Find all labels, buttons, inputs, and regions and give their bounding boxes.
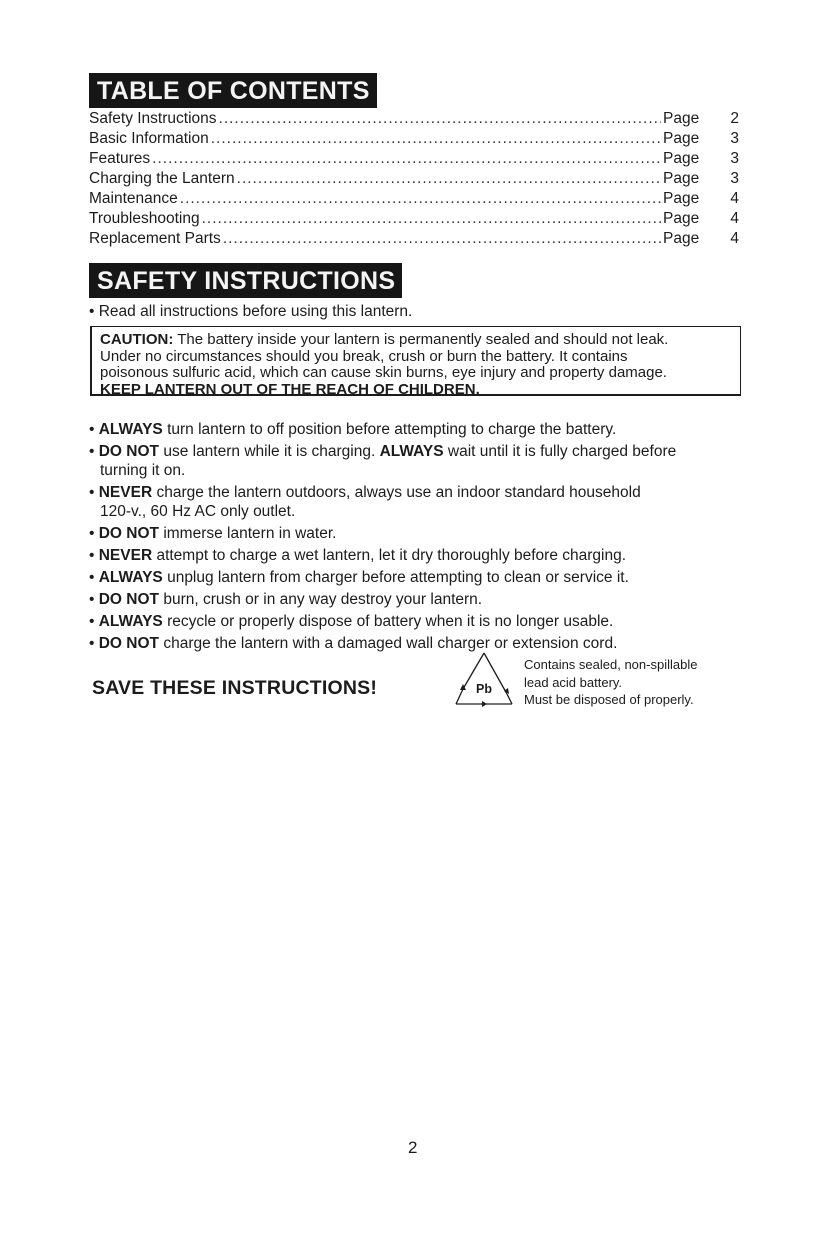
rule-text: burn, crush or in any way destroy your lantern.: [159, 591, 483, 608]
battery-note-line-3: Must be disposed of properly.: [524, 692, 694, 707]
safety-rule: • ALWAYS unplug lantern from charger before attempting to clean or service it.: [89, 569, 629, 586]
rule-text: charge the lantern outdoors, always use an indoor standard household: [152, 484, 641, 501]
toc-page-word: Page: [663, 230, 700, 247]
safety-rule: • ALWAYS recycle or properly dispose of battery when it is no longer usable.: [89, 613, 614, 630]
toc-entry-title: Charging the Lantern: [89, 170, 235, 187]
toc-entry[interactable]: [89, 109, 739, 129]
rule-text: unplug lantern from charger before attempting to clean or service it.: [162, 569, 629, 586]
rule-text: use lantern while it is charging.: [159, 443, 380, 460]
toc-entry-title: Basic Information: [89, 130, 209, 147]
toc-entry[interactable]: [89, 169, 739, 189]
toc-page-number: 2: [730, 110, 739, 127]
toc-entry-title: Maintenance: [89, 190, 178, 207]
caution-label: CAUTION:: [100, 331, 174, 348]
toc-entry-title: Features: [89, 150, 151, 167]
toc-page-word: Page: [663, 110, 700, 127]
rule-continuation: 120-v., 60 Hz AC only outlet.: [100, 503, 296, 520]
toc-heading: TABLE OF CONTENTS: [89, 73, 377, 108]
rule-continuation: turning it on.: [100, 462, 186, 479]
rule-keyword: NEVER: [98, 547, 153, 564]
toc-page-number: 4: [730, 210, 739, 227]
intro-text: • Read all instructions before using this lantern.: [89, 303, 413, 320]
safety-heading: SAFETY INSTRUCTIONS: [89, 263, 402, 298]
battery-note-line-1: Contains sealed, non-spillable: [524, 657, 698, 672]
safety-rule: • DO NOT use lantern while it is charging. ALWAYS wait until it is fully charged before turning it on.: [89, 442, 729, 480]
save-instructions-heading: SAVE THESE INSTRUCTIONS!: [92, 677, 378, 699]
rule-keyword: DO NOT: [98, 635, 160, 652]
toc-page-word: Page: [663, 190, 700, 207]
safety-rule: • NEVER charge the lantern outdoors, always use an indoor standard household 120-v., 60 Hz AC only outlet.: [89, 483, 729, 521]
battery-note-line-2: lead acid battery.: [524, 674, 623, 690]
battery-disposal-note: [524, 656, 697, 709]
toc-entry[interactable]: [89, 209, 739, 229]
rule-keyword: NEVER: [98, 484, 153, 501]
toc-leader-dots: [223, 229, 661, 249]
toc-page-number: 3: [730, 150, 739, 167]
rule-text: attempt to charge a wet lantern, let it dry thoroughly before charging.: [152, 547, 627, 564]
rule-text: immerse lantern in water.: [159, 525, 337, 542]
caution-text: The battery inside your lantern is permanently sealed and should not leak.: [173, 331, 669, 348]
rule-text: charge the lantern with a damaged wall charger or extension cord.: [159, 635, 618, 652]
toc-leader-dots: [202, 209, 661, 229]
toc-entry-title: Safety Instructions: [89, 110, 217, 127]
toc-page-word: Page: [663, 130, 700, 147]
toc-leader-dots: [211, 129, 661, 149]
toc-leader-dots: [152, 149, 661, 169]
rule-text: wait until it is fully charged before: [443, 443, 677, 460]
rule-keyword: DO NOT: [98, 443, 160, 460]
rule-keyword: ALWAYS: [98, 613, 163, 630]
toc-page-word: Page: [663, 150, 700, 167]
safety-rule: • DO NOT burn, crush or in any way destroy your lantern.: [89, 591, 483, 608]
toc-entry[interactable]: [89, 149, 739, 169]
toc-page-word: Page: [663, 210, 700, 227]
rule-keyword: ALWAYS: [98, 421, 163, 438]
toc-leader-dots: [237, 169, 661, 189]
caution-line-2: Under no circumstances should you break, crush or burn the battery. It contains: [100, 347, 628, 365]
caution-warning: KEEP LANTERN OUT OF THE REACH OF CHILDREN.: [100, 380, 480, 398]
toc-leader-dots: [219, 109, 661, 129]
caution-line-4: [100, 382, 740, 399]
rule-keyword: ALWAYS: [98, 569, 163, 586]
caution-line-3: poisonous sulfuric acid, which can cause skin burns, eye injury and property damage.: [100, 364, 667, 381]
toc-entry[interactable]: [89, 189, 739, 209]
safety-rules-list: [89, 420, 729, 656]
toc-leader-dots: [180, 189, 661, 209]
safety-rule: • NEVER attempt to charge a wet lantern, let it dry thoroughly before charging.: [89, 547, 627, 564]
caution-box: [90, 326, 741, 396]
toc-entry-title: Troubleshooting: [89, 210, 200, 227]
rule-keyword: DO NOT: [98, 525, 160, 542]
safety-rule: • DO NOT immerse lantern in water.: [89, 525, 337, 542]
safety-rule: • ALWAYS turn lantern to off position before attempting to charge the battery.: [89, 421, 617, 438]
toc-page-number: 3: [730, 170, 739, 187]
rule-text: turn lantern to off position before attempting to charge the battery.: [162, 421, 617, 438]
pb-recycle-triangle-icon: [452, 650, 516, 710]
toc-list: [89, 109, 739, 249]
page-number: 2: [408, 1138, 418, 1157]
caution-line-1: [100, 332, 740, 349]
rule-text: recycle or properly dispose of battery when it is no longer usable.: [162, 613, 614, 630]
rule-keyword: DO NOT: [98, 591, 160, 608]
toc-entry[interactable]: [89, 229, 739, 249]
toc-entry[interactable]: [89, 129, 739, 149]
pb-label: Pb: [476, 682, 492, 696]
toc-entry-title: Replacement Parts: [89, 230, 221, 247]
safety-rule: • DO NOT charge the lantern with a damaged wall charger or extension cord.: [89, 635, 618, 652]
rule-keyword: ALWAYS: [379, 443, 444, 460]
toc-page-number: 4: [730, 190, 739, 207]
toc-page-number: 3: [730, 130, 739, 147]
toc-page-word: Page: [663, 170, 700, 187]
toc-page-number: 4: [730, 230, 739, 247]
